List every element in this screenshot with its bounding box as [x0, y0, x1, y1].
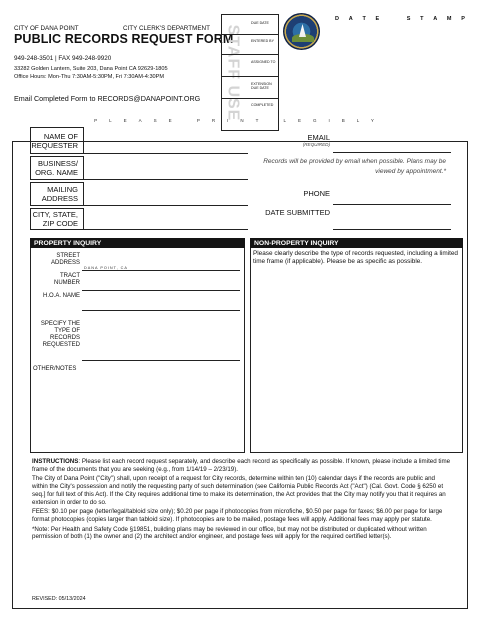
revised-date: REVISED: 05/13/2024: [32, 596, 86, 602]
date-stamp-label: D A T E S T A M P: [335, 16, 465, 22]
email-instruction: Email Completed Form to RECORDS@DANAPOINT.ORG: [14, 94, 201, 103]
instructions-block: [32, 458, 452, 543]
phone-fax: 949-248-3501 | FAX 949-248-9920: [14, 55, 112, 62]
city-state-zip-field[interactable]: [84, 229, 248, 230]
office-hours: Office Hours: Mon-Thu 7:30AM-5:30PM, Fri 7:30AM-4:30PM: [14, 73, 165, 80]
tract-number-label: TRACT NUMBER: [53, 273, 80, 286]
other-notes-field[interactable]: [33, 375, 238, 449]
instructions-determination: The City of Dana Point ("City") shall, upon receipt of a request for City records, determine within ten (10) calendar days if the records are public and within the City's possession and notify the requesting party of such determination (see California Public Records Act ("Act") (Cal. Govt. Code § 6250 et seq.] for full text of this Act). If the City requires additional time to make its determination, the Act provides that the City may notify you that it requires an extension in order to do so.: [32, 475, 446, 506]
staff-use-watermark: STAFF USE: [224, 24, 242, 121]
specify-records-field[interactable]: [82, 360, 240, 361]
email-required: (REQUIRED): [302, 142, 330, 147]
mailing-address-label: MAILING ADDRESS: [30, 182, 84, 206]
phone-field[interactable]: [333, 183, 451, 205]
specify-records-label: SPECIFY THE TYPE OF RECORDS REQUESTED: [40, 321, 80, 348]
date-submitted-field[interactable]: [333, 208, 451, 230]
email-label-block: [250, 127, 333, 154]
email-field[interactable]: [333, 136, 451, 153]
staff-row-due-date: DUE DATE: [222, 15, 278, 35]
staff-row-entered-by: ENTERED BY: [222, 35, 278, 55]
instructions-text: : Please list each record request separately, and describe each record as specifically as possible. If known, please include a limited time frame of the documents that you are seeking (e.g., from 1/14/19 – 2/23/19).: [32, 458, 451, 473]
hoa-name-label: H.O.A. NAME: [42, 293, 80, 299]
city-name: CITY OF DANA POINT: [14, 25, 79, 32]
instructions-note: *Note: Per Health and Safety Code §19851, building plans may be reviewed in our office, but may not be distributed or duplicated without written permission of both (1) the owner and (2) the architect and/or engineer, and postage fees will apply for the required certified letter(s).: [32, 525, 427, 541]
non-property-description-field[interactable]: [252, 278, 461, 450]
instructions-fees: FEES: $0.10 per page (letter/legal/tabloid size only); $0.20 per page if photocopies from microfiche, $0.50 per page for faxes; $6.00 per page for large format photocopies (copies larger than tabloid size). If photocopies are to be mailed, postage fees will apply. Additional fees may apply per statute.: [32, 508, 443, 523]
department-name: CITY CLERK'S DEPARTMENT: [123, 25, 210, 32]
address-block: [14, 66, 168, 81]
form-title: PUBLIC RECORDS REQUEST FORM: [14, 32, 234, 46]
hoa-name-field[interactable]: [82, 310, 240, 311]
other-notes-label: OTHER/NOTES: [33, 366, 77, 372]
email-note: Records will be provided by email when possible. Plans may be viewed by appointment.*: [263, 158, 446, 175]
print-legibly-note: PLEASE PRINT LEGIBLY: [94, 118, 386, 123]
name-label: NAME OF REQUESTER: [30, 127, 84, 154]
business-label: BUSINESS/ ORG. NAME: [30, 156, 84, 180]
staff-row-completed: COMPLETED: [251, 103, 274, 107]
staff-use-box: [221, 14, 279, 131]
tract-number-field[interactable]: [82, 290, 240, 291]
city-seal-logo: [283, 13, 320, 50]
non-property-inquiry-heading: NON-PROPERTY INQUIRY: [250, 238, 463, 248]
mailing-address-field[interactable]: [84, 205, 248, 206]
property-inquiry-heading: PROPERTY INQUIRY: [30, 238, 245, 248]
street-address-suffix: DANA POINT, CA: [84, 266, 128, 270]
email-label: EMAIL: [307, 133, 330, 142]
business-field[interactable]: [84, 179, 248, 180]
name-field[interactable]: [84, 153, 248, 154]
street-address-label: STREET ADDRESS: [50, 253, 80, 266]
date-submitted-label: DATE SUBMITTED: [265, 208, 330, 217]
staff-row-assigned-to: ASSIGNED TO: [222, 55, 278, 77]
city-state-zip-label: CITY, STATE, ZIP CODE: [30, 208, 84, 230]
instructions-intro: [32, 458, 452, 473]
instructions-lead: INSTRUCTIONS: [32, 458, 79, 465]
staff-row-extension: EXTENSION DUE DATE: [222, 77, 278, 99]
phone-label: PHONE: [303, 189, 330, 198]
street-address-field[interactable]: [82, 270, 240, 271]
non-property-instructions: Please clearly describe the type of records requested, including a limited time frame (if applicable). Please be as specific as possible.: [253, 250, 458, 266]
street-address-line: 33282 Golden Lantern, Suite 203, Dana Point CA 92629-1805: [14, 66, 168, 72]
